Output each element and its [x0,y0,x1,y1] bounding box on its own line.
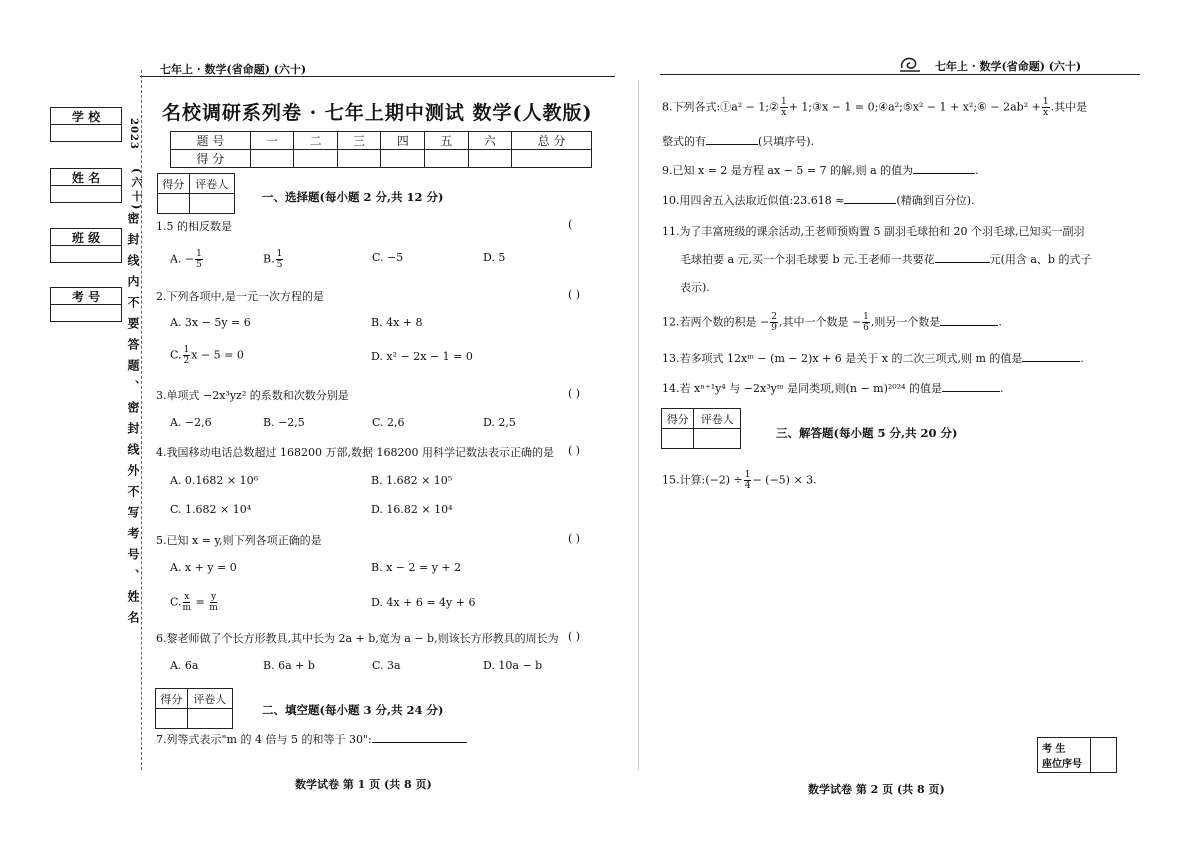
score-header: 三 [337,132,381,150]
question-6: 6.黎老师做了个长方形教具,其中长为 2a + b,宽为 a − b,则该长方形教具的周长为 [156,632,559,645]
header-rule [140,76,615,77]
q13-answer-blank[interactable] [1022,351,1080,362]
score-cell[interactable] [250,150,294,168]
grader-box-2 [155,688,233,729]
q1-option-a: A. − $\frac{1}{5}$ [170,249,202,270]
class-label: 班 级 [51,229,121,246]
answer-paren[interactable]: ( ) [568,532,581,545]
q6-option-d: D. 10a − b [483,659,543,672]
school-box[interactable] [50,107,122,142]
question-4: 4.我国移动电话总数超过 168200 万部,数据 168200 用科学记数法表示正确的是 [156,446,554,459]
q5-option-a: A. x + y = 0 [170,561,237,574]
question-3: 3.单项式 −2x³yz² 的系数和次数分别是 [156,389,349,402]
seat-label-line2: 座位序号 [1042,759,1082,770]
seat-number-box[interactable] [1037,737,1117,773]
side-series: (六十) [130,168,143,213]
q3-option-c: C. 2,6 [372,416,405,429]
q11-answer-blank[interactable] [935,252,990,263]
question-9: 9.已知 x = 2 是方程 ax − 5 = 7 的解,则 a 的值为 . [662,164,979,177]
q3-option-b: B. −2,5 [263,416,305,429]
answer-paren[interactable]: ( [568,218,573,231]
q4-option-c: C. 1.682 × 10⁴ [170,503,252,516]
score-header: 题 号 [171,132,251,150]
question-10: 10.用四舍五入法取近似值:23.618 ≈ (精确到百分位). [662,194,975,207]
class-box[interactable] [50,228,122,263]
score-header: 总 分 [512,132,592,150]
question-8: 8.下列各式:①a² − 1;② $\frac{1}{x}$ + 1;③x − 1 = 0;④a²;⑤x² − 1 + x²;⑥ − 2ab² + $\frac{1}{x}$ .其中是 [662,97,1088,118]
grader-box-1 [157,173,235,214]
q2-option-a: A. 3x − 5y = 6 [170,316,251,329]
q4-option-b: B. 1.682 × 10⁵ [371,474,453,487]
q4-option-d: D. 16.82 × 10⁴ [371,503,453,516]
answer-paren[interactable]: ( ) [568,630,581,643]
q8-answer-blank[interactable] [706,134,758,145]
q12-answer-blank[interactable] [940,315,998,326]
q9-answer-blank[interactable] [913,163,975,174]
q5-option-d: D. 4x + 6 = 4y + 6 [371,596,476,609]
section-1-title: 一、选择题(每小题 2 分,共 12 分) [262,190,444,204]
header-rule [660,74,1140,75]
q1-option-b: B. $\frac{1}{5}$ [263,249,283,270]
score-cell[interactable] [294,150,338,168]
grader-name-cell[interactable] [189,194,234,214]
question-2: 2.下列各项中,是一元一次方程的是 [156,290,324,303]
q5-option-b: B. x − 2 = y + 2 [371,561,462,574]
score-cell[interactable] [468,150,512,168]
grader-name-label: 评卷人 [187,689,232,709]
score-table [170,131,592,168]
grader-name-cell[interactable] [187,709,232,729]
score-header: 四 [381,132,425,150]
score-header: 六 [468,132,512,150]
left-footer: 数学试卷 第 1 页 (共 8 页) [295,778,432,791]
grader-name-cell[interactable] [694,429,741,449]
q4-option-a: A. 0.1682 × 10⁶ [170,474,259,487]
seat-divider [1090,738,1091,772]
question-5: 5.已知 x = y,则下列各项正确的是 [156,534,322,547]
grader-name-label: 评卷人 [189,174,234,194]
question-7: 7.列等式表示"m 的 4 倍与 5 的和等于 30": [156,731,467,747]
q2-option-d: D. x² − 2x − 1 = 0 [371,350,473,363]
name-box[interactable] [50,168,122,203]
q3-option-d: D. 2,5 [483,416,516,429]
section-3-title: 三、解答题(每小题 5 分,共 20 分) [776,426,958,440]
question-1: 1.5 的相反数是 [156,220,232,233]
seal-line-notice: 密封线内不要答题、密封线外不写考号、姓名 [126,212,140,632]
score-header: 二 [294,132,338,150]
grader-score-label: 得分 [158,174,190,194]
q6-option-b: B. 6a + b [263,659,315,672]
grader-score-cell[interactable] [156,709,188,729]
score-cell[interactable] [381,150,425,168]
question-8-cont: 整式的有 (只填序号). [662,135,815,148]
question-13: 13.若多项式 12xᵐ − (m − 2)x + 6 是关于 x 的二次三项式,则 m 的值是 . [662,352,1084,365]
question-11: 11.为了丰富班级的课余活动,王老师预购置 5 副羽毛球拍和 20 个羽毛球,已知买一副羽 [662,225,1085,238]
question-11-cont: 毛球拍要 a 元,买一个羽毛球要 b 元.王老师一共要花 元(用含 a、b 的式子 [680,253,1092,266]
question-12: 12.若两个数的积是 − $\frac{2}{9}$ ,其中一个数是 − $\frac{1}{6}$ ,则另一个数是 . [662,312,1002,333]
question-11-end: 表示). [680,281,710,294]
exam-number-box[interactable] [50,287,122,322]
score-cell[interactable] [337,150,381,168]
q7-answer-blank[interactable] [372,732,467,743]
section-2-title: 二、填空题(每小题 3 分,共 24 分) [262,703,444,717]
score-cell[interactable] [512,150,592,168]
q1-option-d: D. 5 [483,251,506,264]
grader-box-3 [661,408,741,449]
q1-option-c: C. −5 [372,251,404,264]
score-header: 一 [250,132,294,150]
fold-line [638,80,639,770]
q6-option-c: C. 3a [372,659,401,672]
grader-score-cell[interactable] [158,194,190,214]
left-header: 七年上 · 数学(省命题) (六十) [160,63,307,76]
answer-paren[interactable]: ( ) [568,288,581,301]
grader-name-label: 评卷人 [694,409,741,429]
answer-paren[interactable]: ( ) [568,444,581,457]
seat-label-line1: 考 生 [1042,744,1066,755]
q14-answer-blank[interactable] [942,381,1000,392]
q2-option-b: B. 4x + 8 [371,316,423,329]
right-header: 七年上 · 数学(省命题) (六十) [935,60,1082,73]
grader-score-label: 得分 [156,689,188,709]
score-cell[interactable] [425,150,469,168]
grader-score-label: 得分 [662,409,694,429]
question-15: 15.计算:(−2) ÷ $\frac{1}{4}$ − (−5) × 3. [662,470,817,491]
grader-score-cell[interactable] [662,429,694,449]
answer-paren[interactable]: ( ) [568,387,581,400]
question-14: 14.若 xⁿ⁺¹y⁴ 与 −2x³yᵐ 是同类项,则(n − m)²⁰²⁴ 的值是 . [662,382,1004,395]
score-row-label: 得 分 [171,150,251,168]
q6-option-a: A. 6a [170,659,199,672]
exam-title: 名校调研系列卷 · 七年上期中测试 数学(人教版) [162,102,593,124]
q5-option-c: C. $\frac{x}{m}$ = $\frac{y}{m}$ [170,592,218,613]
right-footer: 数学试卷 第 2 页 (共 8 页) [808,783,945,796]
score-header: 五 [425,132,469,150]
school-label: 学 校 [51,108,121,125]
name-label: 姓 名 [51,169,121,186]
side-year: 2023 [128,118,139,150]
seal-line [141,70,142,770]
q10-answer-blank[interactable] [844,193,896,204]
q3-option-a: A. −2,6 [170,416,212,429]
q2-option-c: C. $\frac{1}{2}$ x − 5 = 0 [170,345,244,366]
exam-number-label: 考 号 [51,288,121,305]
